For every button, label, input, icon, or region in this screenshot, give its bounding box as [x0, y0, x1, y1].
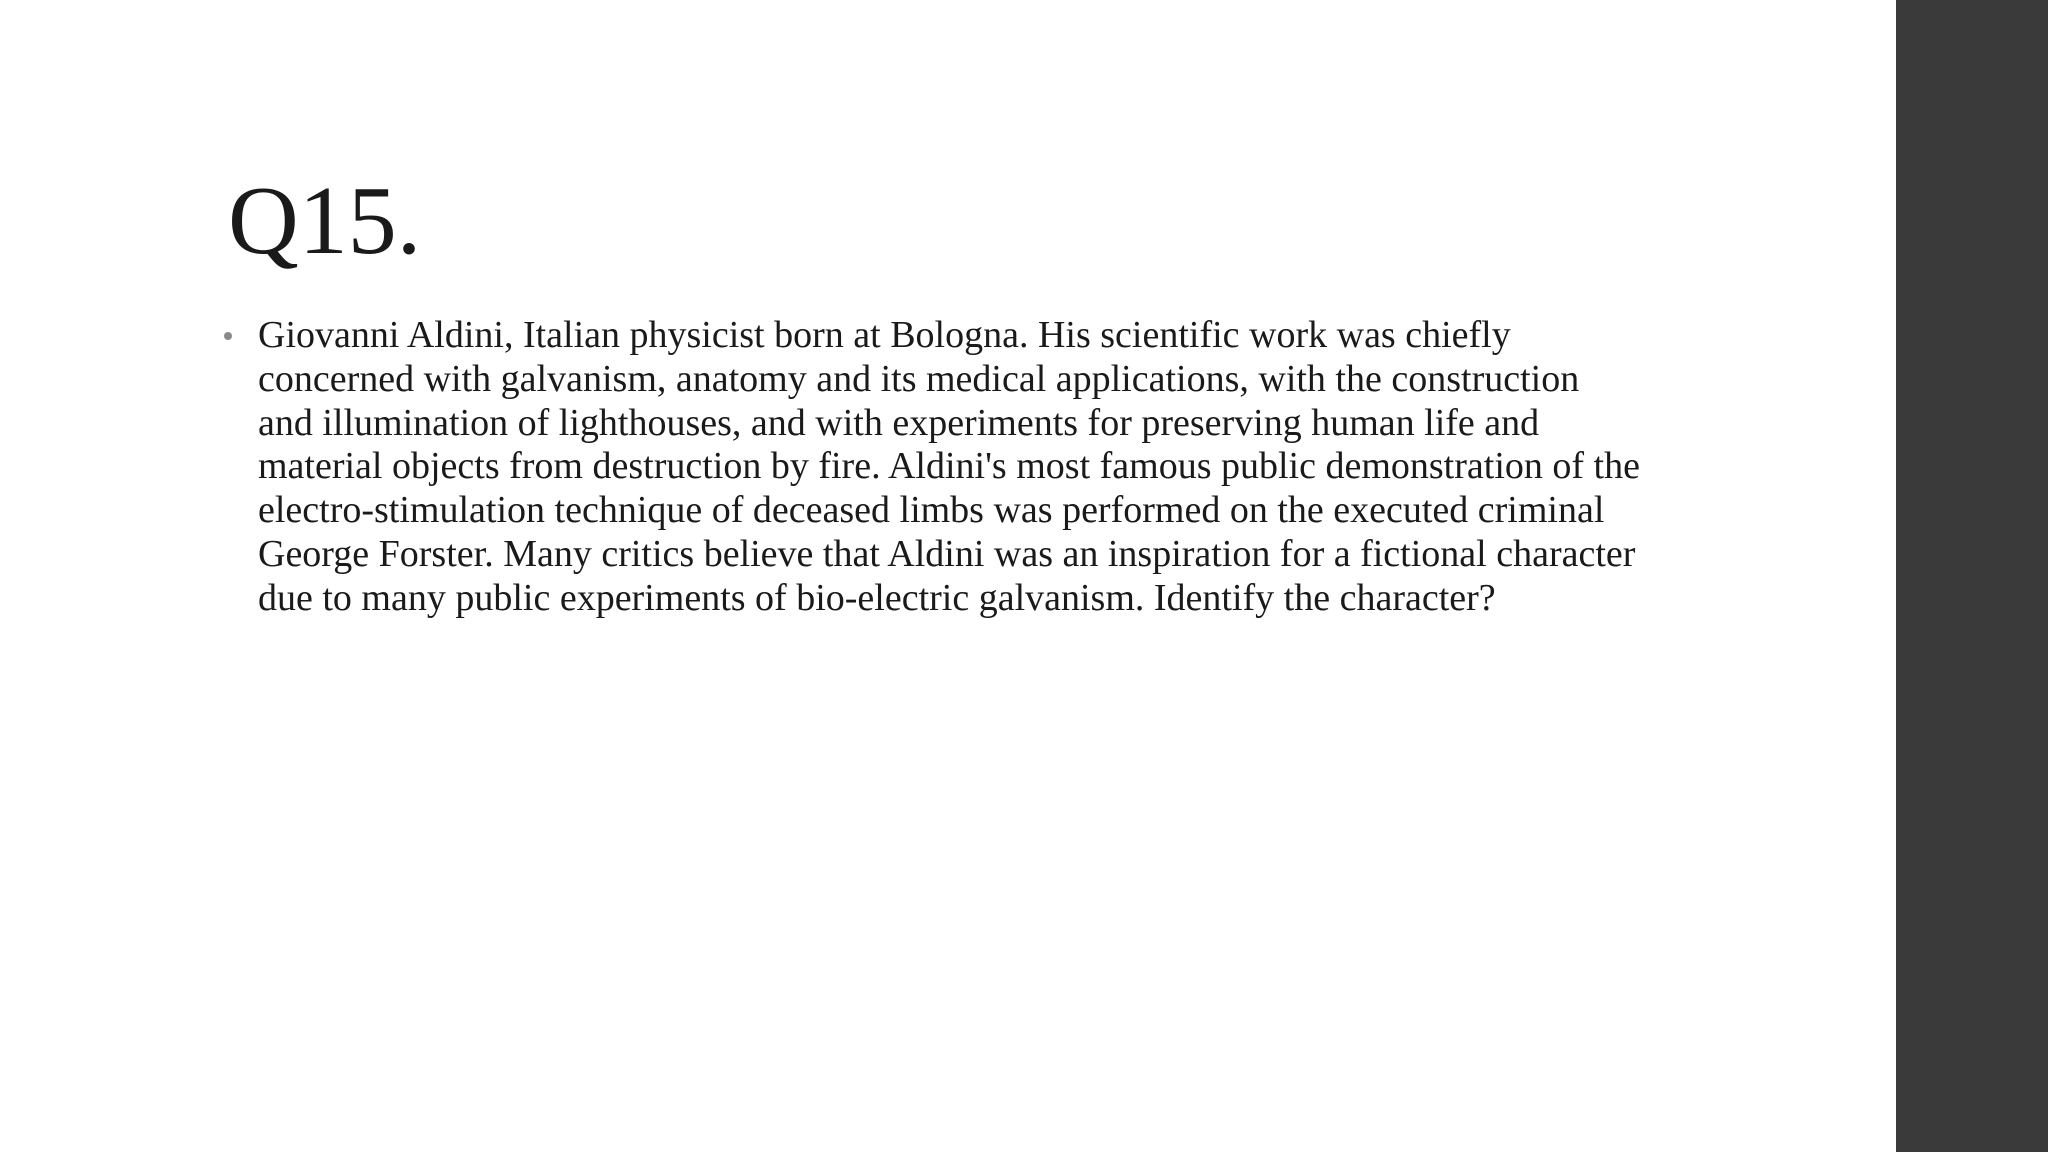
side-accent-bar: [1896, 0, 2048, 1152]
question-text: Giovanni Aldini, Italian physicist born at Bologna. His scientific work was chiefly concerned with galvanism, anatomy and its medical applications, with the construction and illumination of lighthouses, and with experiments for preserving human life and material objects from destruction by fire. Aldini's most famous public demonstration of the electro-stimulation technique of deceased limbs was performed on the executed criminal George Forster. Many critics believe that Aldini was an inspiration for a fictional character due to many public experiments of bio-electric galvanism. Identify the character?: [258, 314, 1640, 619]
slide-title: Q15.: [228, 167, 422, 275]
bullet-item: [220, 314, 1640, 621]
bullet-list: [220, 314, 1640, 621]
bullet-dot-icon: [224, 332, 232, 340]
